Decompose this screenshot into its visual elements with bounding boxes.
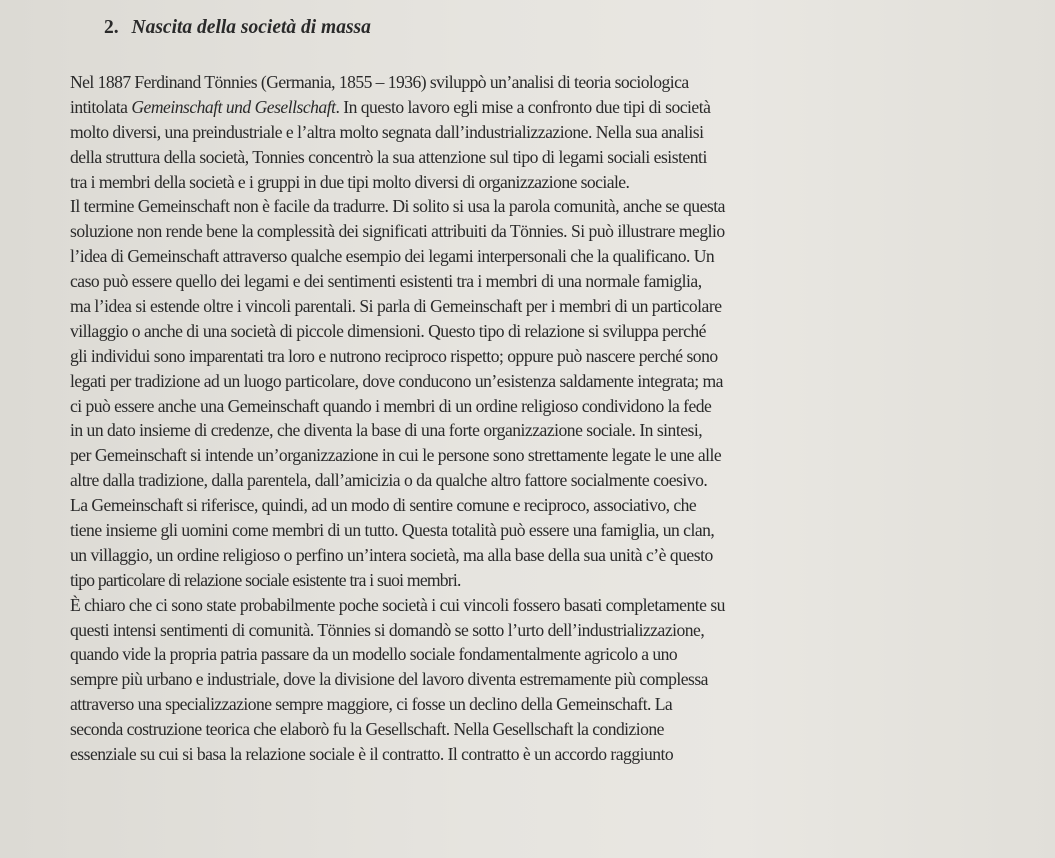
section-number: 2. (104, 17, 119, 38)
text-line (70, 70, 1055, 95)
text-segment: sempre più urbano e industriale, dove la divisione del lavoro diventa estremamente più complessa (70, 669, 708, 690)
text-line (70, 593, 1055, 618)
text-line (70, 394, 1055, 419)
text-segment: attraverso una specializzazione sempre maggiore, ci fosse un declino della Gemeinschaft. La (70, 694, 673, 715)
text-line (70, 244, 1055, 269)
text-line (70, 170, 1055, 195)
text-segment: questi intensi sentimenti di comunità. Tönnies si domandò se sotto l’urto dell’industrializzazione, (70, 619, 705, 640)
text-segment: tipo particolare di relazione sociale esistente tra i suoi membri. (70, 569, 461, 590)
text-segment: soluzione non rende bene la complessità dei significati attribuiti da Tönnies. Si può illustrare meglio (70, 221, 725, 242)
section-title: Nascita della società di massa (131, 17, 371, 38)
text-line (70, 667, 1055, 692)
text-line (70, 120, 1055, 145)
text-segment: essenziale su cui si basa la relazione sociale è il contratto. Il contratto è un accordo raggiunto (70, 744, 674, 765)
text-line (70, 543, 1055, 568)
text-segment: intitolata (70, 96, 132, 117)
text-segment: quando vide la propria patria passare da un modello sociale fondamentalmente agricolo a uno (70, 644, 678, 665)
text-segment: per Gemeinschaft si intende un’organizzazione in cui le persone sono strettamente legate le une alle (70, 445, 722, 466)
text-segment: villaggio o anche di una società di piccole dimensioni. Questo tipo di relazione si sviluppa perché (70, 320, 706, 341)
section-heading (104, 14, 371, 42)
text-line (70, 518, 1055, 543)
text-line (70, 369, 1055, 394)
text-line (70, 642, 1055, 667)
text-segment: È chiaro che ci sono state probabilmente poche società i cui vincoli fossero basati completamente su (70, 594, 725, 615)
text-segment: caso può essere quello dei legami e dei sentimenti esistenti tra i membri di una normale famiglia, (70, 271, 702, 292)
text-segment: in un dato insieme di credenze, che diventa la base di una forte organizzazione sociale. In sintesi, (70, 420, 703, 441)
text-segment: ma l’idea si estende oltre i vincoli parentali. Si parla di Gemeinschaft per i membri di un particolare (70, 296, 722, 317)
body-text (70, 70, 1055, 767)
text-segment: seconda costruzione teorica che elaborò fu la Gesellschaft. Nella Gesellschaft la condizione (70, 719, 664, 740)
text-segment: molto diversi, una preindustriale e l’altra molto segnata dall’industrializzazione. Nella sua analisi (70, 121, 704, 142)
text-segment: gli individui sono imparentati tra loro e nutrono reciproco rispetto; oppure può nascere perché sono (70, 345, 718, 366)
text-segment: tra i membri della società e i gruppi in due tipi molto diversi di organizzazione sociale. (70, 171, 630, 192)
text-line (70, 344, 1055, 369)
text-line (70, 219, 1055, 244)
text-line (70, 269, 1055, 294)
text-line (70, 294, 1055, 319)
text-line (70, 493, 1055, 518)
text-line (70, 468, 1055, 493)
text-line (70, 418, 1055, 443)
text-segment: La Gemeinschaft si riferisce, quindi, ad un modo di sentire comune e reciproco, associativo, che (70, 495, 697, 516)
text-segment: l’idea di Gemeinschaft attraverso qualche esempio dei legami interpersonali che la qualificano. Un (70, 246, 715, 267)
text-segment: un villaggio, un ordine religioso o perfino un’intera società, ma alla base della sua unità c’è questo (70, 544, 713, 565)
text-line (70, 319, 1055, 344)
text-line (70, 95, 1055, 120)
text-segment: legati per tradizione ad un luogo particolare, dove conducono un’esistenza saldamente integrata; ma (70, 370, 723, 391)
text-segment: altre dalla tradizione, dalla parentela, dall’amicizia o da qualche altro fattore socialmente coesivo. (70, 470, 708, 491)
text-line (70, 194, 1055, 219)
text-line (70, 443, 1055, 468)
text-segment: . In questo lavoro egli mise a confronto due tipi di società (335, 96, 711, 117)
text-segment: tiene insieme gli uomini come membri di un tutto. Questa totalità può essere una famiglia, un clan, (70, 520, 715, 541)
text-line (70, 692, 1055, 717)
text-line (70, 568, 1055, 593)
text-line (70, 145, 1055, 170)
text-line (70, 717, 1055, 742)
text-segment: Nel 1887 Ferdinand Tönnies (Germania, 1855 – 1936) sviluppò un’analisi di teoria sociologica (70, 72, 689, 92)
italic-title: Gemeinschaft und Gesellschaft (131, 96, 336, 117)
text-line (70, 742, 1055, 767)
text-segment: Il termine Gemeinschaft non è facile da tradurre. Di solito si usa la parola comunità, anche se questa (70, 196, 725, 217)
text-segment: ci può essere anche una Gemeinschaft quando i membri di un ordine religioso condividono la fede (70, 395, 712, 416)
text-segment: della struttura della società, Tonnies concentrò la sua attenzione sul tipo di legami sociali esistenti (70, 146, 707, 167)
text-line (70, 618, 1055, 643)
